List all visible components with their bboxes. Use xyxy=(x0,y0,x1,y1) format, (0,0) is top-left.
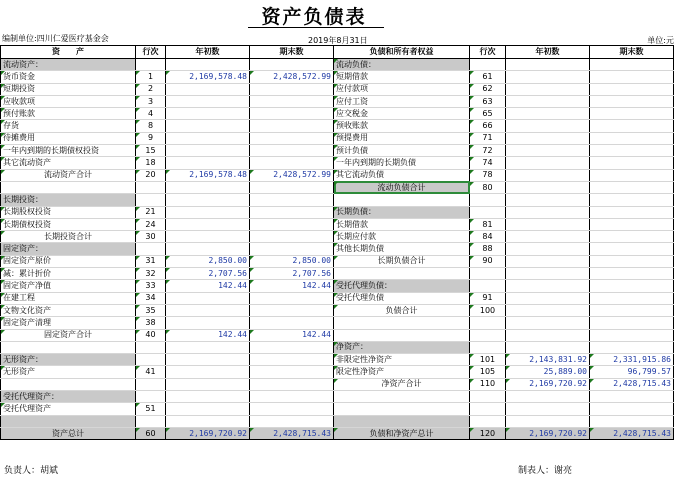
sheet-cell[interactable]: 应交税金 xyxy=(334,108,470,120)
sheet-cell[interactable]: 120 xyxy=(470,427,506,439)
sheet-cell[interactable]: 84 xyxy=(470,231,506,243)
sheet-cell[interactable] xyxy=(590,415,674,427)
sheet-cell[interactable]: 净资产合计 xyxy=(334,378,470,390)
sheet-cell[interactable]: 90 xyxy=(470,255,506,267)
sheet-cell[interactable] xyxy=(250,378,334,390)
sheet-cell[interactable]: 142.44 xyxy=(250,280,334,292)
table-row xyxy=(1,378,674,390)
sheet-cell[interactable] xyxy=(506,329,590,341)
sheet-cell[interactable] xyxy=(506,268,590,280)
header-cell: 资 产 xyxy=(1,46,136,59)
sheet-cell[interactable]: 31 xyxy=(136,255,166,267)
sheet-cell[interactable]: 24 xyxy=(136,218,166,230)
table-row xyxy=(1,108,674,120)
sheet-cell[interactable] xyxy=(470,415,506,427)
sheet-cell[interactable]: 负债合计 xyxy=(334,304,470,316)
sheet-cell[interactable]: 2,428,572.99 xyxy=(250,169,334,181)
sheet-cell[interactable]: 存货 xyxy=(1,120,136,132)
sheet-cell[interactable] xyxy=(250,304,334,316)
sheet-cell[interactable]: 其它流动资产 xyxy=(1,157,136,169)
sheet-cell[interactable]: 30 xyxy=(136,231,166,243)
sheet-cell[interactable] xyxy=(470,59,506,71)
sheet-cell[interactable]: 2,428,715.43 xyxy=(590,427,674,439)
sheet-cell[interactable] xyxy=(166,317,250,329)
sheet-cell[interactable]: 固定资产清理 xyxy=(1,317,136,329)
sheet-cell[interactable] xyxy=(250,354,334,366)
sheet-cell[interactable] xyxy=(506,59,590,71)
header-cell: 年初数 xyxy=(506,46,590,59)
sheet-cell[interactable] xyxy=(250,341,334,353)
sheet-cell[interactable]: 受托代理资产 xyxy=(1,403,136,415)
table-row xyxy=(1,255,674,267)
sheet-cell[interactable] xyxy=(166,120,250,132)
table-row xyxy=(1,83,674,95)
table-row xyxy=(1,231,674,243)
sheet-cell[interactable] xyxy=(590,341,674,353)
sheet-cell[interactable]: 91 xyxy=(470,292,506,304)
sheet-cell[interactable] xyxy=(590,243,674,255)
sheet-cell[interactable] xyxy=(136,181,166,193)
sheet-cell[interactable] xyxy=(506,194,590,206)
sheet-cell[interactable] xyxy=(136,378,166,390)
sheet-cell[interactable] xyxy=(470,403,506,415)
header-cell: 行次 xyxy=(470,46,506,59)
sheet-cell[interactable] xyxy=(250,194,334,206)
sheet-cell[interactable] xyxy=(334,317,470,329)
sheet-cell[interactable] xyxy=(506,231,590,243)
sheet-cell[interactable]: 短期借款 xyxy=(334,71,470,83)
sheet-cell[interactable] xyxy=(136,243,166,255)
sheet-cell[interactable]: 100 xyxy=(470,304,506,316)
table-row xyxy=(1,71,674,83)
sheet-cell[interactable]: 21 xyxy=(136,206,166,218)
sheet-cell[interactable]: 2 xyxy=(136,83,166,95)
sheet-cell[interactable] xyxy=(166,145,250,157)
sheet-cell[interactable]: 81 xyxy=(470,218,506,230)
sheet-cell[interactable] xyxy=(590,95,674,107)
sheet-cell[interactable] xyxy=(166,95,250,107)
sheet-cell[interactable] xyxy=(250,218,334,230)
sheet-cell[interactable] xyxy=(166,243,250,255)
sheet-cell[interactable] xyxy=(506,391,590,403)
sheet-cell[interactable]: 长期股权投资 xyxy=(1,206,136,218)
sheet-cell[interactable]: 80 xyxy=(470,181,506,193)
sheet-cell[interactable]: 110 xyxy=(470,378,506,390)
sheet-cell[interactable]: 142.44 xyxy=(250,329,334,341)
table-row xyxy=(1,206,674,218)
sheet-cell[interactable] xyxy=(250,157,334,169)
sheet-cell[interactable] xyxy=(166,231,250,243)
header-cell: 期末数 xyxy=(250,46,334,59)
sheet-cell[interactable] xyxy=(590,391,674,403)
sheet-cell[interactable] xyxy=(250,391,334,403)
sheet-cell[interactable]: 在建工程 xyxy=(1,292,136,304)
sheet-cell[interactable]: 35 xyxy=(136,304,166,316)
sheet-cell[interactable]: 33 xyxy=(136,280,166,292)
sheet-cell[interactable]: 101 xyxy=(470,354,506,366)
table-row xyxy=(1,157,674,169)
sheet-cell[interactable] xyxy=(506,181,590,193)
sheet-cell[interactable] xyxy=(1,415,136,427)
sheet-cell[interactable]: 净资产： xyxy=(334,341,470,353)
sheet-cell[interactable]: 预收账款 xyxy=(334,120,470,132)
sheet-cell[interactable] xyxy=(1,181,136,193)
sheet-cell[interactable]: 25,889.00 xyxy=(506,366,590,378)
sheet-cell[interactable]: 142.44 xyxy=(166,280,250,292)
sheet-cell[interactable]: 88 xyxy=(470,243,506,255)
sheet-cell[interactable]: 3 xyxy=(136,95,166,107)
sheet-cell[interactable] xyxy=(166,59,250,71)
sheet-cell[interactable]: 无形资产： xyxy=(1,354,136,366)
sheet-cell[interactable]: 142.44 xyxy=(166,329,250,341)
sheet-cell[interactable] xyxy=(506,120,590,132)
sheet-cell[interactable] xyxy=(590,403,674,415)
sheet-cell[interactable]: 长期负债： xyxy=(334,206,470,218)
sheet-cell[interactable]: 受托代理负债 xyxy=(334,292,470,304)
sheet-cell[interactable]: 非限定性净资产 xyxy=(334,354,470,366)
table-row xyxy=(1,268,674,280)
sheet-cell[interactable] xyxy=(590,218,674,230)
sheet-cell[interactable]: 8 xyxy=(136,120,166,132)
footer-preparer: 制表人：谢亮 xyxy=(518,466,573,476)
sheet-cell[interactable]: 负债和净资产总计 xyxy=(334,427,470,439)
sheet-cell[interactable]: 2,428,715.43 xyxy=(250,427,334,439)
sheet-cell[interactable]: 待摊费用 xyxy=(1,132,136,144)
sheet-cell[interactable] xyxy=(506,157,590,169)
sheet-cell[interactable] xyxy=(590,59,674,71)
sheet-cell[interactable]: 2,850.00 xyxy=(250,255,334,267)
table-row xyxy=(1,95,674,107)
sheet-cell[interactable]: 一年内到期的长期债权投资 xyxy=(1,145,136,157)
sheet-cell[interactable]: 固定资产净值 xyxy=(1,280,136,292)
sheet-cell[interactable]: 41 xyxy=(136,366,166,378)
sheet-cell[interactable] xyxy=(334,403,470,415)
sheet-cell[interactable] xyxy=(166,194,250,206)
sheet-cell[interactable] xyxy=(470,194,506,206)
sheet-cell[interactable]: 20 xyxy=(136,169,166,181)
sheet-cell[interactable] xyxy=(136,341,166,353)
sheet-cell[interactable]: 长期投资合计 xyxy=(1,231,136,243)
sheet-cell[interactable] xyxy=(470,391,506,403)
sheet-cell[interactable] xyxy=(250,83,334,95)
table-row xyxy=(1,243,674,255)
table-row xyxy=(1,59,674,71)
sheet-cell[interactable]: 2,169,720.92 xyxy=(506,427,590,439)
sheet-cell[interactable] xyxy=(166,83,250,95)
sheet-cell[interactable] xyxy=(166,341,250,353)
sheet-cell[interactable] xyxy=(590,329,674,341)
report-date: 2019年8月31日 xyxy=(308,36,368,45)
sheet-cell[interactable] xyxy=(250,243,334,255)
table-row xyxy=(1,427,674,439)
sheet-cell[interactable] xyxy=(590,83,674,95)
sheet-cell[interactable]: 2,169,578.48 xyxy=(166,71,250,83)
table-row xyxy=(1,415,674,427)
sheet-cell[interactable]: 40 xyxy=(136,329,166,341)
sheet-cell[interactable]: 72 xyxy=(470,145,506,157)
sheet-cell[interactable] xyxy=(166,292,250,304)
sheet-cell[interactable]: 4 xyxy=(136,108,166,120)
balance-sheet-table xyxy=(0,45,674,440)
footer-responsible: 负责人：胡斌 xyxy=(4,466,59,476)
table-row xyxy=(1,304,674,316)
sheet-cell[interactable]: 流动资产合计 xyxy=(1,169,136,181)
sheet-cell[interactable] xyxy=(590,280,674,292)
sheet-cell[interactable] xyxy=(590,145,674,157)
sheet-cell[interactable]: 应付工资 xyxy=(334,95,470,107)
sheet-cell[interactable]: 资产总计 xyxy=(1,427,136,439)
sheet-cell[interactable] xyxy=(590,120,674,132)
sheet-cell[interactable] xyxy=(166,403,250,415)
sheet-cell[interactable]: 2,143,831.92 xyxy=(506,354,590,366)
sheet-cell[interactable]: 2,169,720.92 xyxy=(506,378,590,390)
sheet-cell[interactable] xyxy=(136,415,166,427)
sheet-cell[interactable] xyxy=(506,415,590,427)
sheet-cell[interactable] xyxy=(506,108,590,120)
sheet-cell[interactable]: 62 xyxy=(470,83,506,95)
sheet-cell[interactable]: 预付账款 xyxy=(1,108,136,120)
sheet-cell[interactable]: 1 xyxy=(136,71,166,83)
table-row xyxy=(1,329,674,341)
sheet-cell[interactable] xyxy=(506,403,590,415)
sheet-cell[interactable] xyxy=(506,71,590,83)
sheet-cell[interactable] xyxy=(470,317,506,329)
sheet-cell[interactable] xyxy=(250,145,334,157)
sheet-cell[interactable]: 货币资金 xyxy=(1,71,136,83)
sheet-cell[interactable] xyxy=(334,391,470,403)
sheet-cell[interactable]: 长期负债合计 xyxy=(334,255,470,267)
sheet-cell[interactable] xyxy=(590,304,674,316)
sheet-cell[interactable]: 71 xyxy=(470,132,506,144)
sheet-cell[interactable]: 短期投资 xyxy=(1,83,136,95)
table-row xyxy=(1,181,674,193)
sheet-cell[interactable]: 限定性净资产 xyxy=(334,366,470,378)
sheet-cell[interactable]: 66 xyxy=(470,120,506,132)
sheet-cell[interactable]: 固定资产原价 xyxy=(1,255,136,267)
sheet-cell[interactable]: 2,169,720.92 xyxy=(166,427,250,439)
sheet-cell[interactable]: 长期投资： xyxy=(1,194,136,206)
sheet-cell[interactable]: 2,428,572.99 xyxy=(250,71,334,83)
sheet-cell[interactable]: 15 xyxy=(136,145,166,157)
sheet-cell[interactable] xyxy=(506,132,590,144)
sheet-cell[interactable] xyxy=(506,169,590,181)
report-title: 资产负债表 xyxy=(261,6,367,28)
sheet-cell[interactable] xyxy=(166,304,250,316)
sheet-cell[interactable]: 减：累计折价 xyxy=(1,268,136,280)
title-underline xyxy=(248,27,384,28)
sheet-cell[interactable] xyxy=(470,206,506,218)
sheet-cell[interactable] xyxy=(1,341,136,353)
sheet-cell[interactable] xyxy=(506,304,590,316)
sheet-cell[interactable]: 无形资产 xyxy=(1,366,136,378)
sheet-cell[interactable] xyxy=(506,280,590,292)
sheet-cell[interactable]: 流动资产： xyxy=(1,59,136,71)
sheet-cell[interactable]: 2,428,715.43 xyxy=(590,378,674,390)
sheet-cell[interactable]: 其他长期负债 xyxy=(334,243,470,255)
sheet-cell[interactable]: 2,707.56 xyxy=(250,268,334,280)
sheet-cell[interactable] xyxy=(590,206,674,218)
sheet-cell[interactable] xyxy=(334,415,470,427)
sheet-cell[interactable] xyxy=(250,231,334,243)
sheet-cell[interactable] xyxy=(166,391,250,403)
sheet-cell[interactable]: 60 xyxy=(136,427,166,439)
table-row xyxy=(1,366,674,378)
sheet-cell[interactable]: 受托代理负债： xyxy=(334,280,470,292)
sheet-cell[interactable] xyxy=(250,95,334,107)
sheet-cell[interactable] xyxy=(250,317,334,329)
sheet-cell[interactable]: 2,331,915.86 xyxy=(590,354,674,366)
sheet-cell[interactable] xyxy=(166,157,250,169)
sheet-cell[interactable] xyxy=(506,317,590,329)
sheet-cell[interactable] xyxy=(166,181,250,193)
sheet-cell[interactable] xyxy=(590,181,674,193)
sheet-cell[interactable] xyxy=(590,132,674,144)
sheet-cell[interactable]: 固定资产： xyxy=(1,243,136,255)
sheet-cell[interactable] xyxy=(136,391,166,403)
sheet-cell[interactable] xyxy=(250,292,334,304)
sheet-cell[interactable] xyxy=(166,378,250,390)
table-row xyxy=(1,341,674,353)
sheet-cell[interactable] xyxy=(250,415,334,427)
sheet-cell[interactable] xyxy=(506,83,590,95)
sheet-cell[interactable] xyxy=(250,403,334,415)
table-row xyxy=(1,354,674,366)
org-label: 编制单位:四川仁爱医疗基金会 xyxy=(2,34,109,43)
sheet-cell[interactable]: 长期应付款 xyxy=(334,231,470,243)
sheet-cell[interactable]: 其它流动负债 xyxy=(334,169,470,181)
sheet-cell[interactable] xyxy=(250,132,334,144)
sheet-cell[interactable] xyxy=(470,329,506,341)
sheet-cell[interactable]: 一年内到期的长期负债 xyxy=(334,157,470,169)
sheet-cell[interactable]: 63 xyxy=(470,95,506,107)
sheet-cell[interactable] xyxy=(506,145,590,157)
sheet-cell[interactable] xyxy=(334,194,470,206)
sheet-cell[interactable] xyxy=(590,194,674,206)
sheet-cell[interactable]: 应收款项 xyxy=(1,95,136,107)
sheet-cell[interactable] xyxy=(250,206,334,218)
sheet-cell[interactable] xyxy=(470,268,506,280)
table-row xyxy=(1,169,674,181)
sheet-cell[interactable] xyxy=(250,181,334,193)
sheet-cell[interactable]: 78 xyxy=(470,169,506,181)
sheet-cell[interactable]: 61 xyxy=(470,71,506,83)
sheet-cell[interactable] xyxy=(136,354,166,366)
table-row xyxy=(1,120,674,132)
sheet-cell[interactable] xyxy=(590,268,674,280)
sheet-cell[interactable] xyxy=(506,243,590,255)
sheet-cell[interactable] xyxy=(590,169,674,181)
sheet-cell[interactable] xyxy=(334,268,470,280)
table-row xyxy=(1,391,674,403)
sheet-cell[interactable] xyxy=(250,108,334,120)
sheet-cell[interactable]: 预提费用 xyxy=(334,132,470,144)
sheet-cell[interactable] xyxy=(590,231,674,243)
sheet-cell[interactable] xyxy=(250,120,334,132)
sheet-cell[interactable]: 文物文化资产 xyxy=(1,304,136,316)
sheet-cell[interactable] xyxy=(506,341,590,353)
table-row xyxy=(1,317,674,329)
sheet-cell[interactable] xyxy=(166,218,250,230)
sheet-cell[interactable]: 51 xyxy=(136,403,166,415)
sheet-cell[interactable]: 应付款项 xyxy=(334,83,470,95)
sheet-cell[interactable] xyxy=(166,108,250,120)
header-cell: 年初数 xyxy=(166,46,250,59)
sheet-cell[interactable] xyxy=(590,255,674,267)
sheet-cell[interactable] xyxy=(166,206,250,218)
sheet-cell[interactable]: 受托代理资产： xyxy=(1,391,136,403)
sheet-cell[interactable]: 38 xyxy=(136,317,166,329)
table-row xyxy=(1,218,674,230)
sheet-cell[interactable] xyxy=(506,255,590,267)
unit-label: 单位:元 xyxy=(647,36,674,45)
sheet-cell[interactable] xyxy=(506,292,590,304)
sheet-cell[interactable] xyxy=(250,366,334,378)
sheet-cell[interactable]: 74 xyxy=(470,157,506,169)
sheet-cell[interactable] xyxy=(590,71,674,83)
sheet-cell[interactable] xyxy=(166,415,250,427)
sheet-cell[interactable]: 18 xyxy=(136,157,166,169)
sheet-cell[interactable] xyxy=(136,59,166,71)
sheet-cell[interactable]: 流动负债合计 xyxy=(334,181,470,193)
sheet-cell[interactable] xyxy=(590,157,674,169)
sheet-cell[interactable]: 34 xyxy=(136,292,166,304)
table-row xyxy=(1,194,674,206)
sheet-cell[interactable] xyxy=(470,341,506,353)
sheet-cell[interactable] xyxy=(1,378,136,390)
sheet-cell[interactable]: 固定资产合计 xyxy=(1,329,136,341)
sheet-cell[interactable]: 65 xyxy=(470,108,506,120)
sheet-cell[interactable] xyxy=(506,95,590,107)
sheet-cell[interactable]: 105 xyxy=(470,366,506,378)
sheet-cell[interactable]: 2,850.00 xyxy=(166,255,250,267)
sheet-cell[interactable]: 长期借款 xyxy=(334,218,470,230)
header-cell: 期末数 xyxy=(590,46,674,59)
sheet-cell[interactable] xyxy=(136,194,166,206)
sheet-cell[interactable]: 2,707.56 xyxy=(166,268,250,280)
sheet-cell[interactable]: 预计负债 xyxy=(334,145,470,157)
table-row xyxy=(1,292,674,304)
table-row xyxy=(1,280,674,292)
sheet-cell[interactable] xyxy=(590,317,674,329)
sheet-cell[interactable] xyxy=(506,218,590,230)
sheet-cell[interactable]: 96,799.57 xyxy=(590,366,674,378)
sheet-cell[interactable] xyxy=(590,292,674,304)
table-row xyxy=(1,132,674,144)
table-row xyxy=(1,145,674,157)
sheet-cell[interactable] xyxy=(250,59,334,71)
header-cell: 负债和所有者权益 xyxy=(334,46,470,59)
sheet-cell[interactable] xyxy=(166,366,250,378)
sheet-cell[interactable] xyxy=(506,206,590,218)
sheet-cell[interactable] xyxy=(470,280,506,292)
table-row xyxy=(1,403,674,415)
sheet-cell[interactable] xyxy=(590,108,674,120)
sheet-cell[interactable] xyxy=(166,132,250,144)
sheet-cell[interactable]: 流动负债： xyxy=(334,59,470,71)
sheet-cell[interactable]: 32 xyxy=(136,268,166,280)
header-cell: 行次 xyxy=(136,46,166,59)
sheet-cell[interactable] xyxy=(166,354,250,366)
sheet-cell[interactable] xyxy=(334,329,470,341)
sheet-cell[interactable]: 长期债权投资 xyxy=(1,218,136,230)
sheet-cell[interactable]: 2,169,578.48 xyxy=(166,169,250,181)
sheet-cell[interactable]: 9 xyxy=(136,132,166,144)
